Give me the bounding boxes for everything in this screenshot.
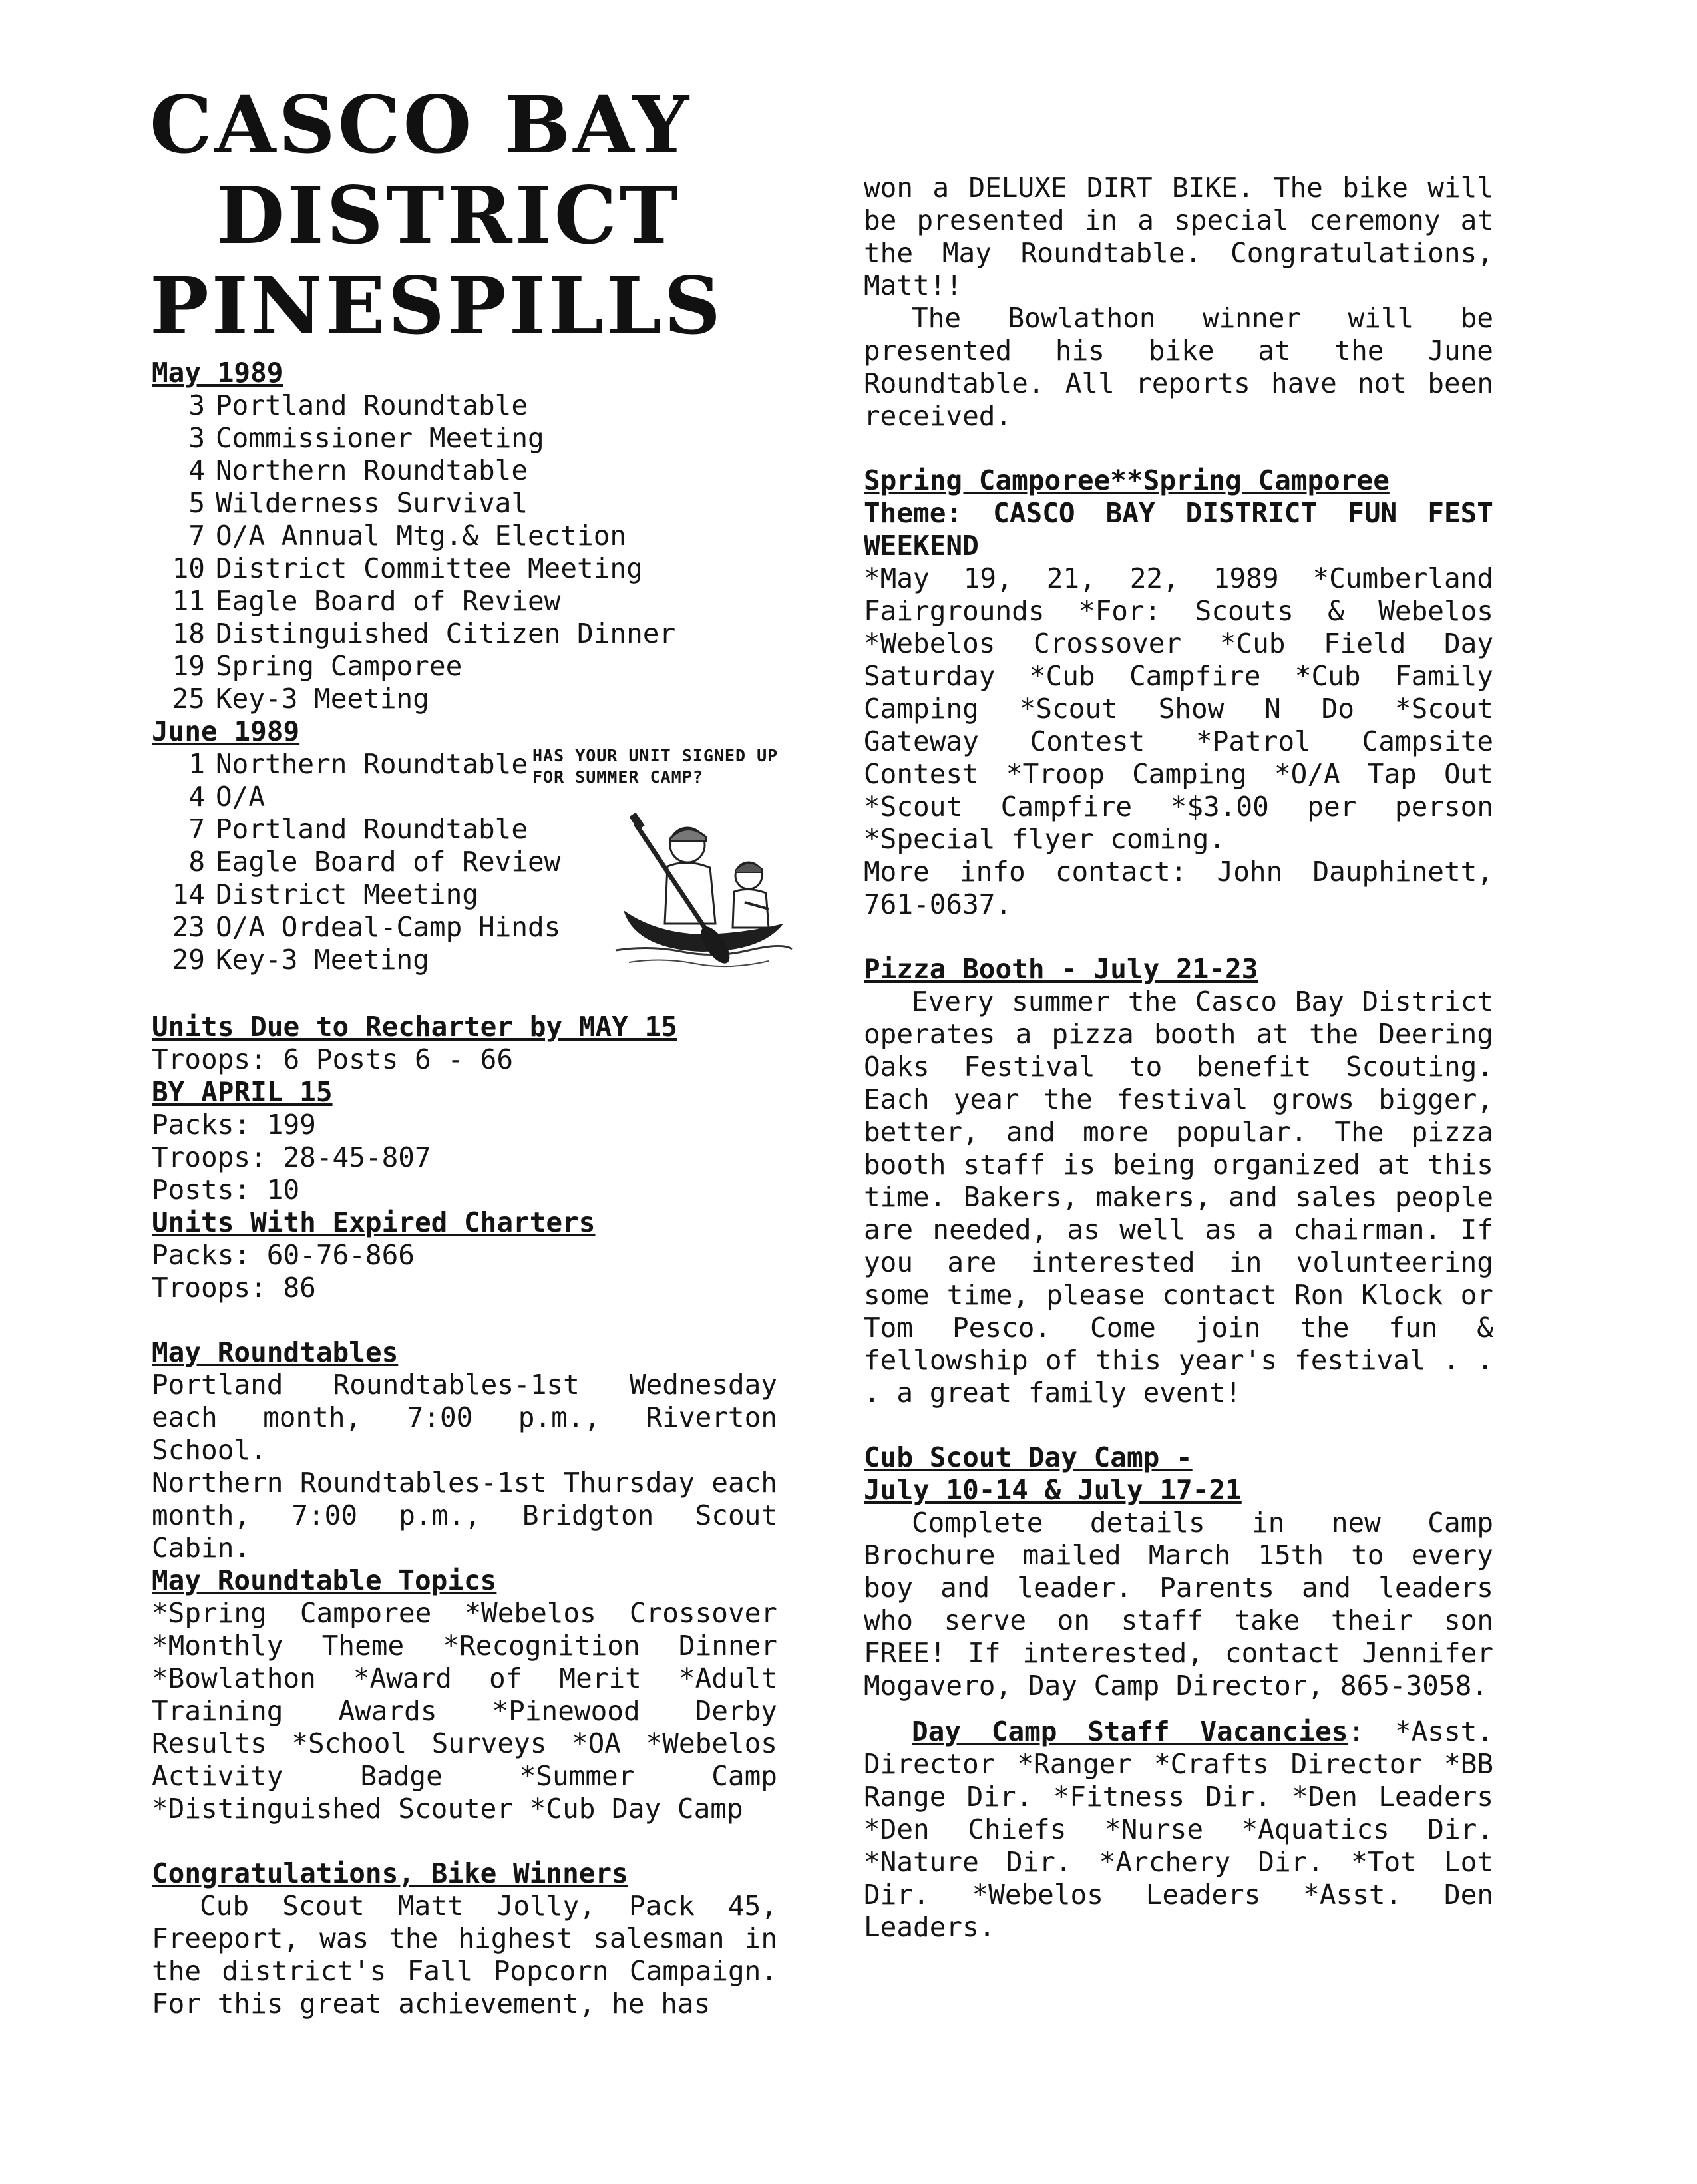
- calendar-item: [156, 520, 777, 552]
- callout-line-2: FOR SUMMER CAMP?: [532, 767, 703, 787]
- pizza-booth-text: Every summer the Casco Bay District operates a pizza booth at the Deering Oaks Festival to benefit Scouting. Each year the festival grows bigger, better, and more popular. The pizza booth staff is being organized at this time. Bakers, makers, and sales people are needed, as well as a chairman. If you are interested in volunteering some time, please contact Ron Klock or Tom Pesco. Come join the fun & fellowship of this year's festival . . . a great family event!: [864, 986, 1493, 1409]
- calendar-day: 3: [188, 389, 205, 421]
- bike-winners-text: Cub Scout Matt Jolly, Pack 45, Freeport, was the highest salesman in the district's Fall Popcorn Campaign. For this great achievement, he has: [152, 1890, 777, 2020]
- calendar-item: [156, 650, 777, 683]
- calendar-day: 29: [172, 944, 205, 976]
- calendar-event: Key-3 Meeting: [216, 683, 429, 715]
- calendar-event: Key-3 Meeting: [216, 944, 429, 976]
- northern-roundtables-text: Northern Roundtables-1st Thursday each month, 7:00 p.m., Bridgton Scout Cabin.: [152, 1467, 777, 1564]
- may-calendar-heading: May 1989: [152, 357, 283, 389]
- calendar-item: [156, 422, 777, 455]
- calendar-event: Distinguished Citizen Dinner: [216, 618, 676, 649]
- calendar-item: [156, 846, 777, 878]
- staff-vacancies-text: : *Asst. Director *Ranger *Crafts Director *BB Range Dir. *Fitness Dir. *Den Leaders *Den Chiefs *Nurse *Aquatics Dir. *Nature Dir. *Archery Dir. *Tot Lot Dir. *Webelos Leaders *Asst. Den Leaders.: [864, 1716, 1493, 1943]
- calendar-day: 4: [188, 455, 205, 486]
- callout-line-1: HAS YOUR UNIT SIGNED UP: [532, 746, 779, 765]
- roundtable-topics-text: *Spring Camporee *Webelos Crossover *Monthly Theme *Recognition Dinner *Bowlathon *Award of Merit *Adult Training Awards *Pinewood Derby Results *School Surveys *OA *Webelos Activity Badge *Summer Camp *Distinguished Scouter *Cub Day Camp: [152, 1597, 777, 1825]
- calendar-day: 23: [172, 911, 205, 943]
- masthead-line-3: PINESPILLS: [150, 260, 724, 352]
- april-recharter-heading: BY APRIL 15: [152, 1076, 333, 1108]
- left-column: [152, 357, 777, 2020]
- masthead-line-2: DISTRICT: [216, 169, 681, 262]
- calendar-day: 8: [188, 846, 205, 878]
- recharter-troops: Troops: 28-45-807: [152, 1141, 431, 1173]
- calendar-item: [156, 911, 777, 944]
- day-camp-text: Complete details in new Camp Brochure mailed March 15th to every boy and leader. Parents and leaders who serve on staff take their son FREE! If interested, contact Jennifer Mogavero, Day Camp Director, 865-3058.: [864, 1507, 1493, 1702]
- camporee-contact: More info contact: John Dauphinett, 761-0637.: [864, 856, 1493, 920]
- calendar-event: Portland Roundtable: [216, 389, 528, 421]
- bowlathon-text: The Bowlathon winner will be presented his bike at the June Roundtable. All reports have not been received.: [864, 302, 1493, 432]
- calendar-event: O/A Ordeal-Camp Hinds: [216, 911, 561, 943]
- calendar-day: 4: [188, 781, 205, 813]
- calendar-day: 10: [172, 552, 205, 584]
- calendar-day: 25: [172, 683, 205, 715]
- bike-winners-heading: Congratulations, Bike Winners: [152, 1857, 628, 1889]
- calendar-event: Portland Roundtable: [216, 813, 528, 845]
- may-calendar-list: [152, 389, 777, 715]
- recharter-line: Troops: 6 Posts 6 - 66: [152, 1043, 514, 1075]
- roundtable-topics-heading: May Roundtable Topics: [152, 1564, 497, 1596]
- calendar-day: 11: [172, 585, 205, 617]
- calendar-event: Northern Roundtable: [216, 455, 528, 486]
- calendar-event: Wilderness Survival: [216, 487, 528, 519]
- june-calendar-heading: June 1989: [152, 715, 300, 747]
- calendar-event: O/A Annual Mtg.& Election: [216, 520, 627, 552]
- calendar-item: [156, 455, 777, 487]
- camporee-theme: Theme: CASCO BAY DISTRICT FUN FEST WEEKEND: [864, 497, 1493, 562]
- june-calendar-list: [152, 748, 777, 976]
- staff-vacancies-heading: Day Camp Staff Vacancies: [912, 1716, 1348, 1747]
- masthead: [150, 80, 855, 351]
- calendar-day: 18: [172, 618, 205, 649]
- calendar-event: Commissioner Meeting: [216, 422, 544, 454]
- calendar-item: [156, 552, 777, 585]
- camporee-details: *May 19, 21, 22, 1989 *Cumberland Fairgrounds *For: Scouts & Webelos *Webelos Crossover *Cub Field Day Saturday *Cub Campfire *Cub Family Camping *Scout Show N Do *Scout Gateway Contest *Patrol Campsite Contest *Troop Camping *O/A Tap Out *Scout Campfire *$3.00 per person *Special flyer coming.: [864, 562, 1493, 855]
- calendar-day: 5: [188, 487, 205, 519]
- calendar-day: 7: [188, 520, 205, 552]
- day-camp-dates: July 10-14 & July 17-21: [864, 1474, 1242, 1506]
- recharter-posts: Posts: 10: [152, 1174, 300, 1206]
- calendar-item: [156, 781, 777, 813]
- day-camp-heading: Cub Scout Day Camp -: [864, 1441, 1193, 1473]
- expired-packs: Packs: 60-76-866: [152, 1239, 415, 1271]
- calendar-day: 7: [188, 813, 205, 845]
- bike-winners-continued: won a DELUXE DIRT BIKE. The bike will be presented in a special ceremony at the May Roundtable. Congratulations, Matt!!: [864, 172, 1493, 301]
- portland-roundtables-text: Portland Roundtables-1st Wednesday each month, 7:00 p.m., Riverton School.: [152, 1369, 777, 1466]
- calendar-event: Eagle Board of Review: [216, 585, 561, 617]
- pizza-booth-heading: Pizza Booth - July 21-23: [864, 953, 1258, 985]
- recharter-packs: Packs: 199: [152, 1109, 316, 1141]
- calendar-event: O/A: [216, 781, 266, 813]
- calendar-item: [156, 487, 777, 520]
- staff-vacancies-paragraph: [864, 1716, 1493, 1944]
- camporee-heading: Spring Camporee**Spring Camporee: [864, 464, 1390, 496]
- expired-charters-heading: Units With Expired Charters: [152, 1206, 596, 1238]
- calendar-item: [156, 878, 777, 911]
- calendar-day: 3: [188, 422, 205, 454]
- roundtables-heading: May Roundtables: [152, 1336, 399, 1368]
- expired-troops: Troops: 86: [152, 1272, 316, 1304]
- calendar-day: 14: [172, 878, 205, 910]
- calendar-item: [156, 944, 777, 976]
- calendar-item: [156, 618, 777, 650]
- right-column: [864, 172, 1493, 1944]
- calendar-item: [156, 389, 777, 422]
- calendar-event: Northern Roundtable: [216, 748, 528, 780]
- calendar-event: Spring Camporee: [216, 650, 463, 682]
- calendar-event: District Committee Meeting: [216, 552, 643, 584]
- calendar-event: District Meeting: [216, 878, 478, 910]
- calendar-item: [156, 683, 777, 715]
- masthead-line-1: CASCO BAY: [150, 79, 692, 171]
- calendar-day: 19: [172, 650, 205, 682]
- calendar-item: [156, 585, 777, 618]
- calendar-event: Eagle Board of Review: [216, 846, 561, 878]
- calendar-item: [156, 813, 777, 846]
- recharter-heading: Units Due to Recharter by MAY 15: [152, 1011, 677, 1043]
- calendar-item: [156, 748, 777, 781]
- calendar-day: 1: [188, 748, 205, 780]
